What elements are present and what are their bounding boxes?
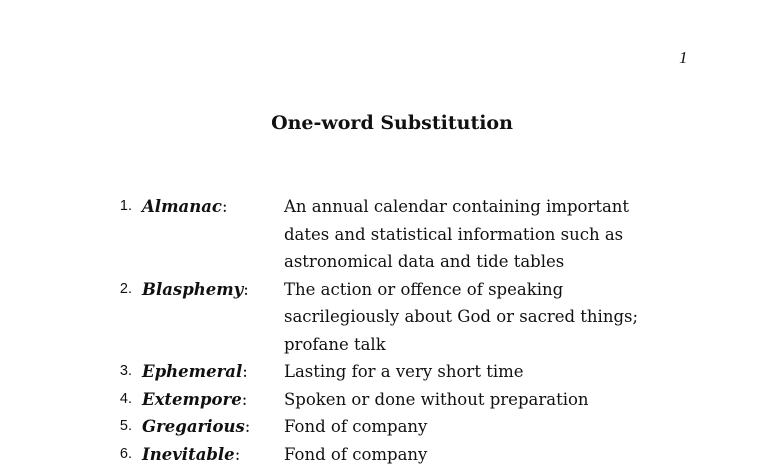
definition: Spoken or done without preparation (284, 386, 669, 414)
entry-number: 1. (0, 193, 142, 221)
term-list (0, 193, 784, 468)
entry-number: 4. (0, 386, 142, 414)
list-item (0, 441, 784, 468)
list-item (0, 386, 784, 414)
term-cell (142, 441, 284, 468)
definition: Lasting for a very short time (284, 358, 669, 386)
entry-number: 6. (0, 441, 142, 468)
term: Extempore (142, 390, 242, 409)
entry-number: 3. (0, 358, 142, 386)
list-item (0, 276, 784, 359)
term-colon: : (222, 197, 228, 216)
term-colon: : (242, 390, 248, 409)
term-colon: : (235, 445, 241, 464)
term: Blasphemy (142, 280, 243, 299)
term: Ephemeral (142, 362, 242, 381)
term-cell (142, 276, 284, 304)
term: Inevitable (142, 445, 235, 464)
definition: Fond of company (284, 413, 669, 441)
definition: An annual calendar containing important dates and statistical information such as astronomical data and tide tables (284, 193, 669, 276)
page-title: One-word Substitution (0, 112, 784, 134)
term-colon: : (245, 417, 251, 436)
term-cell (142, 386, 284, 414)
term-cell (142, 413, 284, 441)
term: Gregarious (142, 417, 245, 436)
term-colon: : (242, 362, 248, 381)
entry-number: 5. (0, 413, 142, 441)
list-item (0, 358, 784, 386)
definition: Fond of company (284, 441, 669, 468)
list-item (0, 193, 784, 276)
entry-number: 2. (0, 276, 142, 304)
list-item (0, 413, 784, 441)
term-cell (142, 193, 284, 221)
term-colon: : (243, 280, 249, 299)
term: Almanac (142, 197, 222, 216)
term-cell (142, 358, 284, 386)
page-number: 1 (679, 48, 688, 68)
definition: The action or offence of speaking sacrilegiously about God or sacred things; profane talk (284, 276, 669, 359)
